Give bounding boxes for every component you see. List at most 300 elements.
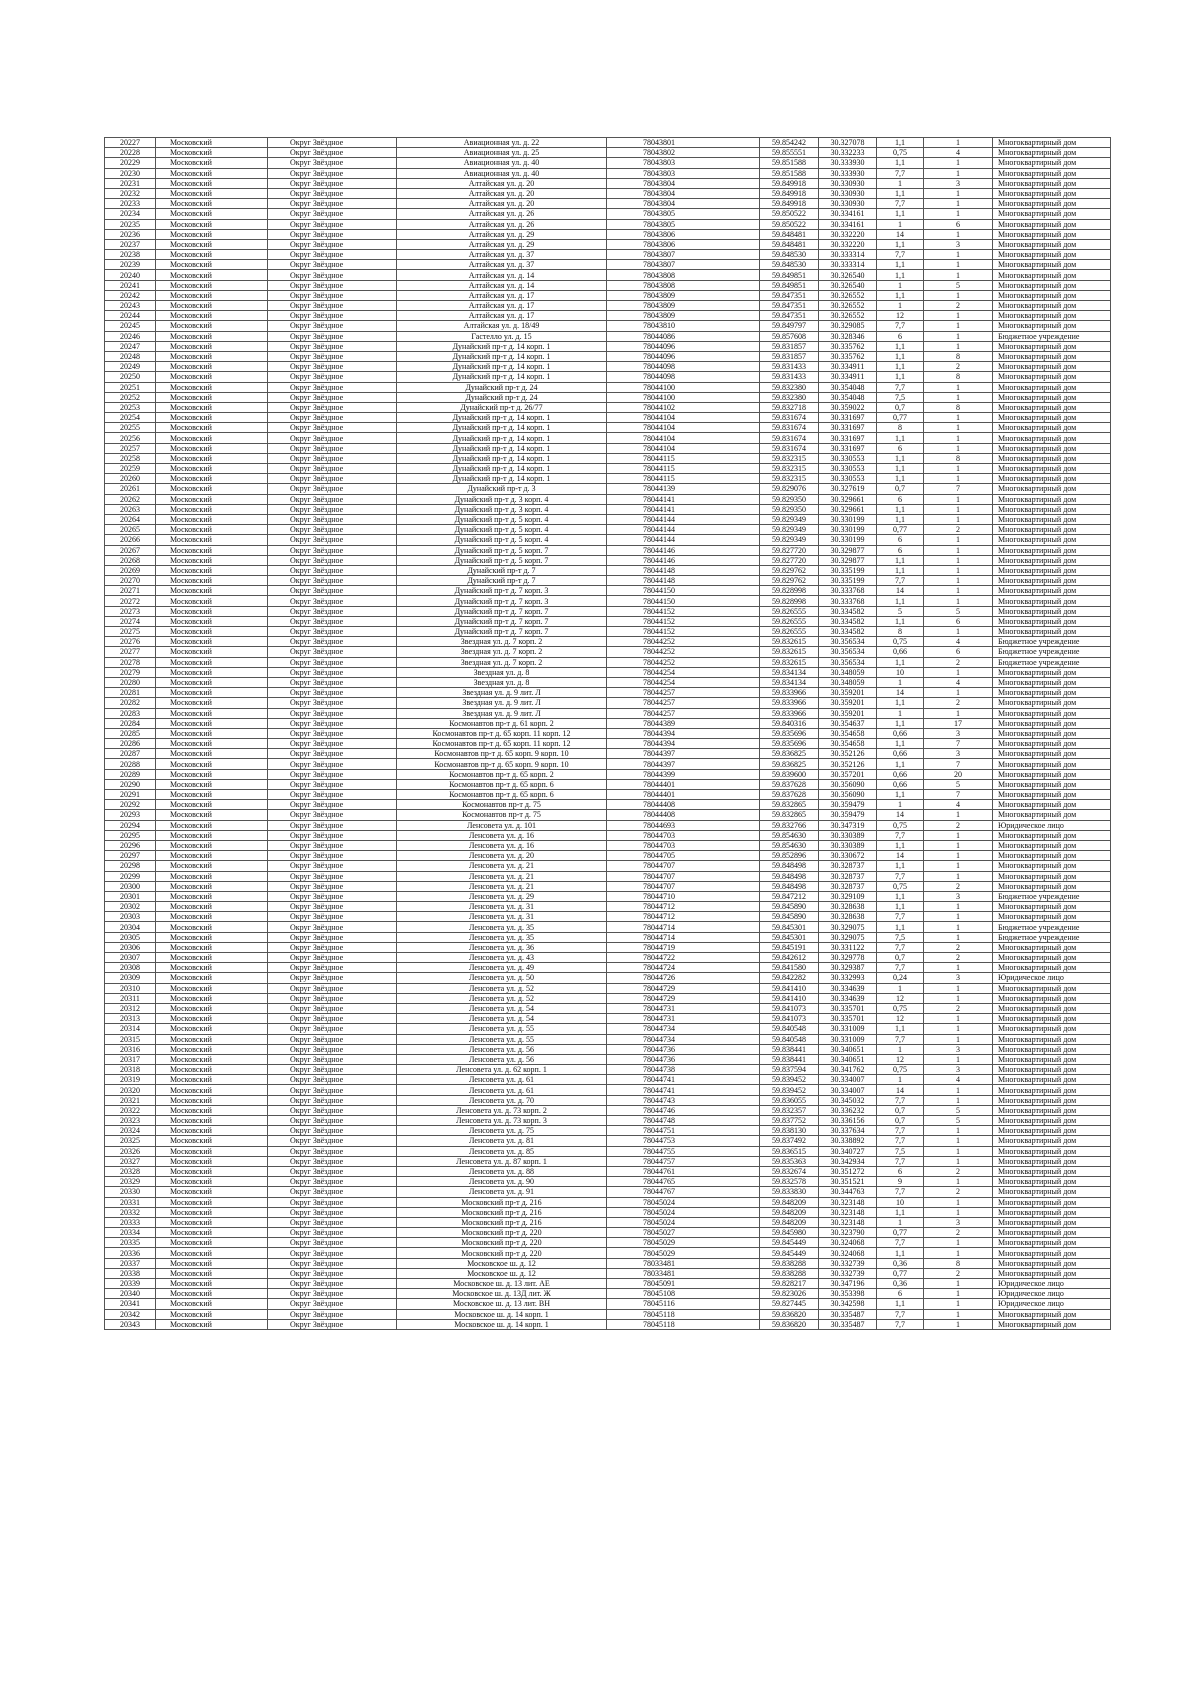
cell-object-type: Многоквартирный дом: [993, 830, 1111, 840]
cell-container-volume: 7,5: [877, 392, 924, 402]
cell-address: Ленсовета ул. д. 43: [397, 953, 607, 963]
table-row: [105, 688, 1111, 698]
cell-municipal-okrug: Округ Звёздное: [268, 1319, 397, 1329]
cell-object-type: Многоквартирный дом: [993, 749, 1111, 759]
cell-object-code: 78044146: [607, 545, 760, 555]
table-row: [105, 1279, 1111, 1289]
cell-object-type: Многоквартирный дом: [993, 1309, 1111, 1319]
cell-latitude: 59.847351: [760, 290, 819, 300]
cell-longitude: 30.352126: [819, 749, 877, 759]
cell-container-volume: 8: [877, 423, 924, 433]
cell-municipal-okrug: Округ Звёздное: [268, 525, 397, 535]
cell-object-code: 78044729: [607, 993, 760, 1003]
cell-district: Московский: [156, 188, 268, 198]
cell-container-volume: 1: [877, 178, 924, 188]
cell-container-count: 20: [924, 769, 993, 779]
cell-container-volume: 12: [877, 1054, 924, 1064]
cell-district: Московский: [156, 494, 268, 504]
cell-container-count: 2: [924, 820, 993, 830]
cell-longitude: 30.354637: [819, 718, 877, 728]
cell-container-volume: 1: [877, 1217, 924, 1227]
cell-object-code: 78043803: [607, 168, 760, 178]
cell-container-count: 1: [924, 535, 993, 545]
cell-container-count: 6: [924, 616, 993, 626]
cell-address: Дунайский пр-т д. 7: [397, 576, 607, 586]
cell-address: Дунайский пр-т д. 7 корп. 7: [397, 616, 607, 626]
cell-latitude: 59.831674: [760, 413, 819, 423]
cell-object-type: Многоквартирный дом: [993, 1054, 1111, 1064]
cell-container-volume: 14: [877, 688, 924, 698]
cell-container-count: 1: [924, 331, 993, 341]
cell-address: Ленсовета ул. д. 70: [397, 1095, 607, 1105]
cell-object-code: 78044408: [607, 800, 760, 810]
table-row: [105, 1309, 1111, 1319]
cell-longitude: 30.329661: [819, 504, 877, 514]
cell-object-type: Многоквартирный дом: [993, 290, 1111, 300]
cell-municipal-okrug: Округ Звёздное: [268, 983, 397, 993]
table-row: [105, 942, 1111, 952]
cell-latitude: 59.851588: [760, 158, 819, 168]
cell-address: Алтайская ул. д. 18/49: [397, 321, 607, 331]
cell-object-code: 78044104: [607, 423, 760, 433]
cell-object-code: 78044755: [607, 1146, 760, 1156]
cell-latitude: 59.854630: [760, 840, 819, 850]
cell-container-volume: 0,77: [877, 413, 924, 423]
cell-container-count: 1: [924, 209, 993, 219]
cell-object-code: 78044729: [607, 983, 760, 993]
cell-longitude: 30.341762: [819, 1065, 877, 1075]
cell-latitude: 59.832615: [760, 647, 819, 657]
cell-row-number: 20238: [105, 250, 156, 260]
cell-container-volume: 1,1: [877, 464, 924, 474]
cell-municipal-okrug: Округ Звёздное: [268, 800, 397, 810]
cell-longitude: 30.335487: [819, 1319, 877, 1329]
cell-district: Московский: [156, 158, 268, 168]
cell-object-code: 78044707: [607, 881, 760, 891]
cell-latitude: 59.826555: [760, 627, 819, 637]
cell-object-type: Многоквартирный дом: [993, 708, 1111, 718]
cell-row-number: 20331: [105, 1197, 156, 1207]
cell-container-count: 1: [924, 871, 993, 881]
cell-address: Авиационная ул. д. 40: [397, 168, 607, 178]
cell-object-code: 78044399: [607, 769, 760, 779]
cell-object-code: 78044152: [607, 616, 760, 626]
cell-longitude: 30.348059: [819, 667, 877, 677]
cell-container-volume: 0,75: [877, 881, 924, 891]
cell-object-code: 78044254: [607, 677, 760, 687]
cell-container-count: 4: [924, 800, 993, 810]
cell-container-count: 2: [924, 301, 993, 311]
cell-municipal-okrug: Округ Звёздное: [268, 382, 397, 392]
cell-object-code: 78043803: [607, 158, 760, 168]
cell-container-volume: 1,1: [877, 1248, 924, 1258]
cell-longitude: 30.334161: [819, 219, 877, 229]
cell-container-count: 1: [924, 586, 993, 596]
cell-latitude: 59.840316: [760, 718, 819, 728]
table-row: [105, 290, 1111, 300]
cell-longitude: 30.334007: [819, 1075, 877, 1085]
cell-object-type: Многоквартирный дом: [993, 881, 1111, 891]
cell-latitude: 59.845191: [760, 942, 819, 952]
cell-object-type: Многоквартирный дом: [993, 779, 1111, 789]
cell-municipal-okrug: Округ Звёздное: [268, 484, 397, 494]
cell-latitude: 59.832315: [760, 464, 819, 474]
cell-row-number: 20268: [105, 555, 156, 565]
table-row: [105, 209, 1111, 219]
cell-municipal-okrug: Округ Звёздное: [268, 698, 397, 708]
cell-container-volume: 7,7: [877, 382, 924, 392]
cell-object-type: Многоквартирный дом: [993, 840, 1111, 850]
cell-longitude: 30.330553: [819, 464, 877, 474]
cell-container-volume: 1: [877, 1075, 924, 1085]
cell-container-volume: 0,7: [877, 402, 924, 412]
cell-address: Дунайский пр-т д. 7: [397, 565, 607, 575]
table-row: [105, 555, 1111, 565]
cell-municipal-okrug: Округ Звёздное: [268, 912, 397, 922]
cell-latitude: 59.845301: [760, 932, 819, 942]
cell-latitude: 59.854630: [760, 830, 819, 840]
cell-district: Московский: [156, 1105, 268, 1115]
cell-row-number: 20243: [105, 301, 156, 311]
cell-municipal-okrug: Округ Звёздное: [268, 973, 397, 983]
table-row: [105, 219, 1111, 229]
cell-container-count: 1: [924, 963, 993, 973]
cell-address: Ленсовета ул. д. 101: [397, 820, 607, 830]
cell-address: Ленсовета ул. д. 20: [397, 851, 607, 861]
cell-address: Ленсовета ул. д. 21: [397, 871, 607, 881]
cell-object-type: Многоквартирный дом: [993, 1238, 1111, 1248]
table-row: [105, 514, 1111, 524]
cell-row-number: 20257: [105, 443, 156, 453]
cell-container-volume: 0,66: [877, 728, 924, 738]
cell-latitude: 59.841580: [760, 963, 819, 973]
cell-container-count: 1: [924, 423, 993, 433]
cell-longitude: 30.326552: [819, 301, 877, 311]
cell-container-count: 2: [924, 657, 993, 667]
cell-longitude: 30.336156: [819, 1116, 877, 1126]
cell-district: Московский: [156, 1054, 268, 1064]
table-row: [105, 902, 1111, 912]
table-row: [105, 1075, 1111, 1085]
cell-district: Московский: [156, 239, 268, 249]
cell-row-number: 20269: [105, 565, 156, 575]
cell-longitude: 30.354658: [819, 739, 877, 749]
cell-row-number: 20282: [105, 698, 156, 708]
cell-object-type: Многоквартирный дом: [993, 402, 1111, 412]
table-row: [105, 963, 1111, 973]
cell-longitude: 30.330389: [819, 830, 877, 840]
cell-municipal-okrug: Округ Звёздное: [268, 1177, 397, 1187]
table-row: [105, 545, 1111, 555]
cell-municipal-okrug: Округ Звёздное: [268, 402, 397, 412]
cell-municipal-okrug: Округ Звёздное: [268, 932, 397, 942]
table-row: [105, 922, 1111, 932]
cell-object-code: 78044703: [607, 840, 760, 850]
cell-municipal-okrug: Округ Звёздное: [268, 555, 397, 565]
cell-municipal-okrug: Округ Звёздное: [268, 1238, 397, 1248]
cell-object-code: 78044731: [607, 1014, 760, 1024]
table-row: [105, 810, 1111, 820]
cell-longitude: 30.334582: [819, 616, 877, 626]
cell-latitude: 59.827720: [760, 545, 819, 555]
cell-container-count: 1: [924, 1126, 993, 1136]
cell-latitude: 59.850522: [760, 219, 819, 229]
cell-longitude: 30.327619: [819, 484, 877, 494]
cell-row-number: 20246: [105, 331, 156, 341]
cell-address: Дунайский пр-т д. 26/77: [397, 402, 607, 412]
cell-address: Дунайский пр-т д. 14 корп. 1: [397, 351, 607, 361]
cell-object-code: 78044736: [607, 1054, 760, 1064]
cell-object-code: 78044096: [607, 351, 760, 361]
cell-address: Авиационная ул. д. 40: [397, 158, 607, 168]
cell-object-code: 78044148: [607, 565, 760, 575]
cell-address: Ленсовета ул. д. 81: [397, 1136, 607, 1146]
cell-latitude: 59.827720: [760, 555, 819, 565]
cell-municipal-okrug: Округ Звёздное: [268, 769, 397, 779]
cell-municipal-okrug: Округ Звёздное: [268, 779, 397, 789]
cell-object-code: 78044719: [607, 942, 760, 952]
cell-container-count: 1: [924, 250, 993, 260]
cell-address: Ленсовета ул. д. 29: [397, 891, 607, 901]
cell-row-number: 20305: [105, 932, 156, 942]
cell-municipal-okrug: Округ Звёздное: [268, 1014, 397, 1024]
cell-longitude: 30.323148: [819, 1217, 877, 1227]
cell-latitude: 59.831674: [760, 433, 819, 443]
cell-latitude: 59.839452: [760, 1075, 819, 1085]
cell-latitude: 59.837752: [760, 1116, 819, 1126]
cell-latitude: 59.837492: [760, 1136, 819, 1146]
cell-container-count: 7: [924, 739, 993, 749]
cell-latitude: 59.845301: [760, 922, 819, 932]
cell-container-volume: 0,24: [877, 973, 924, 983]
cell-row-number: 20311: [105, 993, 156, 1003]
cell-object-code: 78044115: [607, 453, 760, 463]
cell-longitude: 30.330199: [819, 514, 877, 524]
cell-address: Космонавтов пр-т д. 65 корп. 11 корп. 12: [397, 739, 607, 749]
cell-container-count: 1: [924, 861, 993, 871]
cell-container-volume: 1,1: [877, 188, 924, 198]
cell-container-volume: 6: [877, 535, 924, 545]
cell-container-volume: 7,7: [877, 1126, 924, 1136]
cell-container-count: 2: [924, 1003, 993, 1013]
cell-container-count: 1: [924, 1279, 993, 1289]
cell-district: Московский: [156, 1238, 268, 1248]
cell-container-count: 7: [924, 790, 993, 800]
cell-longitude: 30.342598: [819, 1299, 877, 1309]
cell-row-number: 20261: [105, 484, 156, 494]
cell-municipal-okrug: Округ Звёздное: [268, 718, 397, 728]
cell-object-code: 78044743: [607, 1095, 760, 1105]
cell-address: Звездная ул. д. 7 корп. 2: [397, 647, 607, 657]
cell-container-count: 1: [924, 199, 993, 209]
cell-row-number: 20326: [105, 1146, 156, 1156]
cell-container-volume: 0,75: [877, 1065, 924, 1075]
table-body: [105, 138, 1111, 1330]
cell-address: Московское ш. д. 13 лит. ВН: [397, 1299, 607, 1309]
cell-container-volume: 7,5: [877, 1146, 924, 1156]
cell-row-number: 20233: [105, 199, 156, 209]
cell-latitude: 59.848530: [760, 250, 819, 260]
table-row: [105, 1024, 1111, 1034]
table-row: [105, 1248, 1111, 1258]
cell-municipal-okrug: Округ Звёздное: [268, 759, 397, 769]
cell-object-code: 78044104: [607, 443, 760, 453]
cell-district: Московский: [156, 779, 268, 789]
cell-district: Московский: [156, 280, 268, 290]
table-row: [105, 168, 1111, 178]
cell-container-volume: 6: [877, 494, 924, 504]
cell-longitude: 30.329778: [819, 953, 877, 963]
cell-address: Ленсовета ул. д. 50: [397, 973, 607, 983]
cell-container-volume: 0,75: [877, 637, 924, 647]
cell-object-type: Многоквартирный дом: [993, 311, 1111, 321]
cell-latitude: 59.854242: [760, 138, 819, 148]
cell-object-type: Многоквартирный дом: [993, 148, 1111, 158]
cell-object-type: Многоквартирный дом: [993, 1268, 1111, 1278]
table-row: [105, 423, 1111, 433]
cell-object-type: Многоквартирный дом: [993, 1024, 1111, 1034]
cell-container-volume: 7,7: [877, 168, 924, 178]
cell-district: Московский: [156, 138, 268, 148]
cell-district: Московский: [156, 525, 268, 535]
cell-object-type: Многоквартирный дом: [993, 1014, 1111, 1024]
cell-latitude: 59.838130: [760, 1126, 819, 1136]
cell-district: Московский: [156, 321, 268, 331]
cell-row-number: 20321: [105, 1095, 156, 1105]
cell-container-volume: 10: [877, 1197, 924, 1207]
cell-municipal-okrug: Округ Звёздное: [268, 331, 397, 341]
cell-row-number: 20304: [105, 922, 156, 932]
table-row: [105, 698, 1111, 708]
table-row: [105, 881, 1111, 891]
cell-object-type: Многоквартирный дом: [993, 535, 1111, 545]
cell-container-volume: 6: [877, 443, 924, 453]
cell-row-number: 20270: [105, 576, 156, 586]
cell-longitude: 30.340651: [819, 1044, 877, 1054]
cell-row-number: 20275: [105, 627, 156, 637]
cell-longitude: 30.334161: [819, 209, 877, 219]
cell-container-volume: 7,7: [877, 576, 924, 586]
cell-district: Московский: [156, 1319, 268, 1329]
cell-row-number: 20277: [105, 647, 156, 657]
cell-object-code: 78044397: [607, 749, 760, 759]
table-row: [105, 280, 1111, 290]
cell-object-code: 78043804: [607, 188, 760, 198]
cell-latitude: 59.849918: [760, 199, 819, 209]
cell-object-code: 78044115: [607, 464, 760, 474]
cell-longitude: 30.324068: [819, 1248, 877, 1258]
cell-container-count: 2: [924, 1187, 993, 1197]
cell-row-number: 20324: [105, 1126, 156, 1136]
cell-object-type: Многоквартирный дом: [993, 413, 1111, 423]
table-row: [105, 565, 1111, 575]
cell-object-code: 78044751: [607, 1126, 760, 1136]
cell-longitude: 30.330389: [819, 840, 877, 850]
cell-container-volume: 0,7: [877, 953, 924, 963]
cell-latitude: 59.829762: [760, 565, 819, 575]
cell-longitude: 30.330553: [819, 474, 877, 484]
cell-municipal-okrug: Округ Звёздное: [268, 1217, 397, 1227]
cell-address: Ленсовета ул. д. 56: [397, 1044, 607, 1054]
cell-object-type: Многоквартирный дом: [993, 963, 1111, 973]
cell-object-code: 78044098: [607, 362, 760, 372]
cell-container-count: 2: [924, 1228, 993, 1238]
cell-container-volume: 5: [877, 606, 924, 616]
cell-municipal-okrug: Округ Звёздное: [268, 657, 397, 667]
cell-district: Московский: [156, 402, 268, 412]
table-row: [105, 474, 1111, 484]
cell-container-count: 1: [924, 1289, 993, 1299]
cell-longitude: 30.359201: [819, 698, 877, 708]
cell-container-count: 5: [924, 1116, 993, 1126]
cell-object-code: 78044401: [607, 779, 760, 789]
table-row: [105, 382, 1111, 392]
cell-address: Ленсовета ул. д. 31: [397, 912, 607, 922]
cell-object-code: 78044148: [607, 576, 760, 586]
cell-object-code: 78044741: [607, 1075, 760, 1085]
cell-longitude: 30.340727: [819, 1146, 877, 1156]
cell-container-volume: 0,66: [877, 769, 924, 779]
cell-container-volume: 1: [877, 219, 924, 229]
cell-container-volume: 1,1: [877, 504, 924, 514]
cell-longitude: 30.356534: [819, 657, 877, 667]
table-row: [105, 1085, 1111, 1095]
cell-row-number: 20341: [105, 1299, 156, 1309]
cell-row-number: 20249: [105, 362, 156, 372]
cell-row-number: 20234: [105, 209, 156, 219]
cell-container-count: 1: [924, 443, 993, 453]
cell-address: Ленсовета ул. д. 55: [397, 1034, 607, 1044]
cell-longitude: 30.329085: [819, 321, 877, 331]
cell-container-count: 1: [924, 851, 993, 861]
cell-container-count: 1: [924, 229, 993, 239]
cell-container-count: 1: [924, 1319, 993, 1329]
cell-row-number: 20281: [105, 688, 156, 698]
cell-district: Московский: [156, 576, 268, 586]
cell-district: Московский: [156, 443, 268, 453]
cell-longitude: 30.328346: [819, 331, 877, 341]
cell-municipal-okrug: Округ Звёздное: [268, 464, 397, 474]
cell-row-number: 20248: [105, 351, 156, 361]
cell-container-count: 2: [924, 953, 993, 963]
cell-object-type: Многоквартирный дом: [993, 616, 1111, 626]
cell-container-count: 3: [924, 728, 993, 738]
cell-container-count: 5: [924, 779, 993, 789]
cell-latitude: 59.835696: [760, 728, 819, 738]
cell-latitude: 59.847212: [760, 891, 819, 901]
cell-longitude: 30.359022: [819, 402, 877, 412]
cell-district: Московский: [156, 586, 268, 596]
cell-municipal-okrug: Округ Звёздное: [268, 596, 397, 606]
cell-object-type: Юридическое лицо: [993, 1289, 1111, 1299]
cell-container-count: 8: [924, 453, 993, 463]
cell-object-code: 78045024: [607, 1197, 760, 1207]
cell-object-code: 78044408: [607, 810, 760, 820]
cell-address: Ленсовета ул. д. 56: [397, 1054, 607, 1064]
cell-address: Дунайский пр-т д. 14 корп. 1: [397, 443, 607, 453]
table-row: [105, 453, 1111, 463]
cell-object-code: 78044693: [607, 820, 760, 830]
cell-container-count: 8: [924, 351, 993, 361]
cell-district: Московский: [156, 1166, 268, 1176]
table-row: [105, 1136, 1111, 1146]
table-row: [105, 464, 1111, 474]
cell-object-type: Многоквартирный дом: [993, 790, 1111, 800]
cell-object-type: Многоквартирный дом: [993, 494, 1111, 504]
cell-address: Алтайская ул. д. 14: [397, 280, 607, 290]
cell-container-count: 2: [924, 1166, 993, 1176]
cell-latitude: 59.837628: [760, 790, 819, 800]
